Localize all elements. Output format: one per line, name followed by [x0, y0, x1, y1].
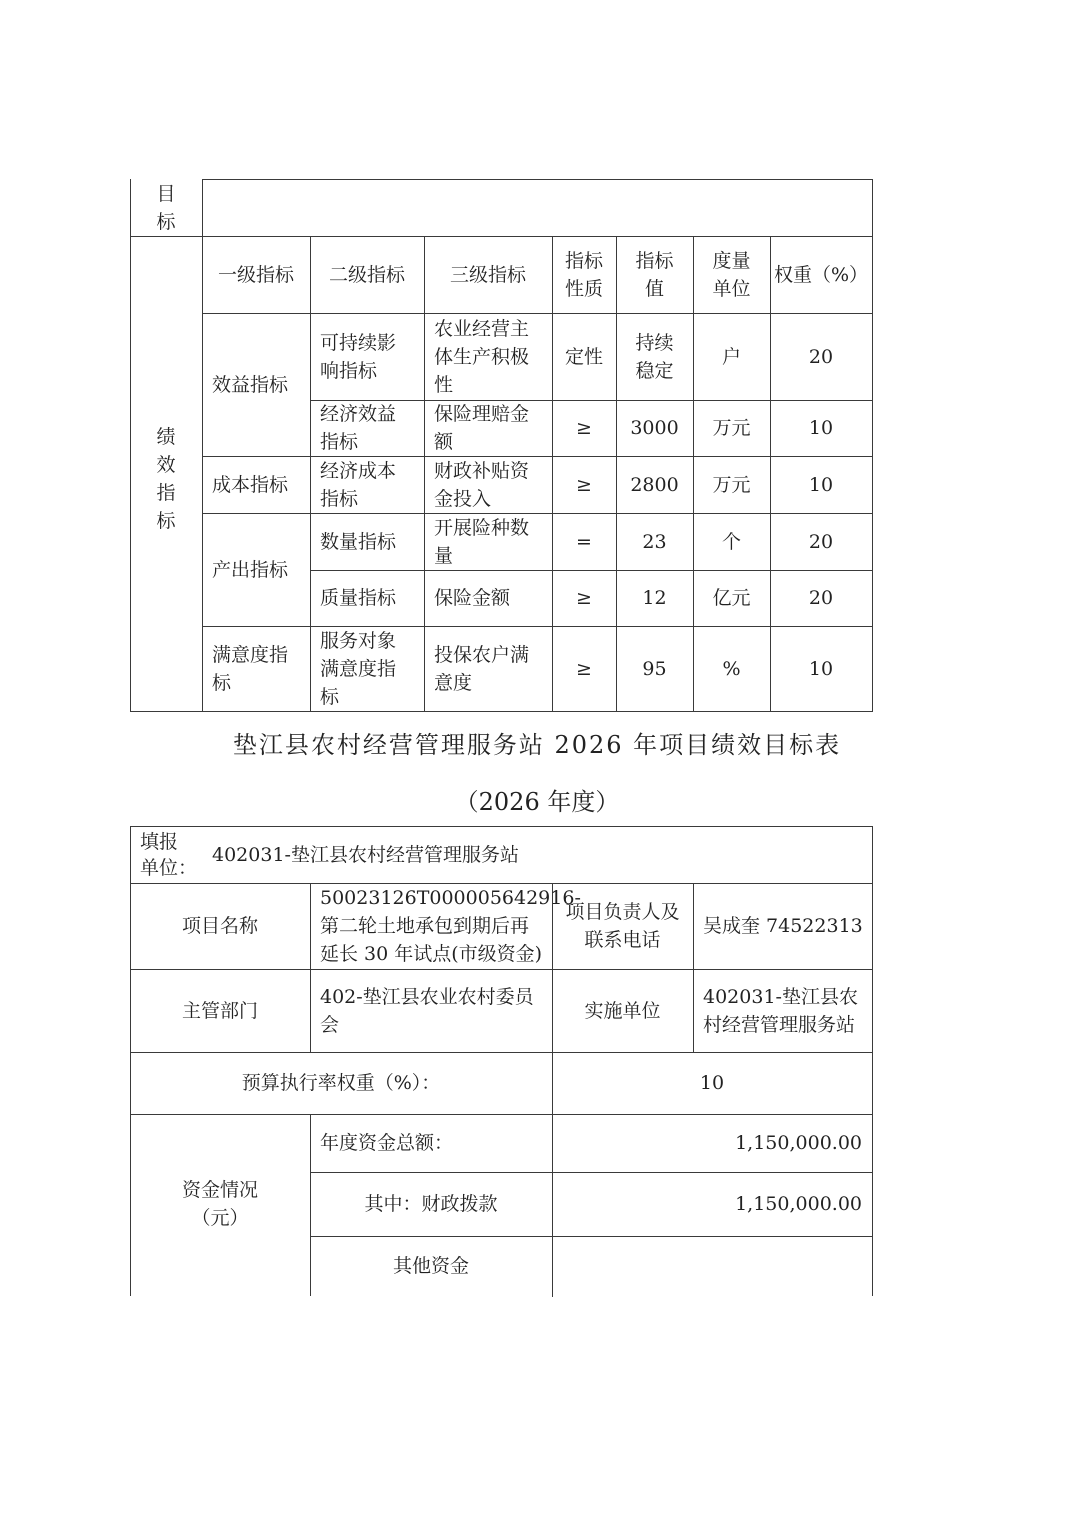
- level1-cell: 成本指标: [212, 473, 289, 496]
- level1-cell: 产出指标: [212, 558, 289, 581]
- dept-label: 主管部门: [181, 999, 258, 1022]
- level3-cell: 保险理赔金 额: [434, 403, 530, 453]
- header-value: 指标 值: [635, 249, 674, 300]
- filing-unit-label: 填报 单位：: [140, 830, 198, 879]
- unit-cell: 个: [721, 530, 741, 553]
- nature-cell: ≥: [576, 657, 592, 680]
- budget-weight-label: 预算执行率权重（%）：: [241, 1072, 441, 1094]
- header-nature: 指标 性质: [564, 249, 603, 300]
- level3-cell: 保险金额: [434, 587, 511, 609]
- fund-other-value: [552, 1236, 872, 1296]
- level2-cell: 服务对象 满意度指 标: [320, 629, 397, 708]
- unit-cell: 万元: [712, 473, 751, 496]
- dept-value: 402-垫江县农业农村委员 会: [320, 985, 534, 1036]
- table-border: [130, 711, 873, 712]
- header-weight: 权重（%）: [773, 263, 869, 286]
- nature-cell: ≥: [576, 473, 592, 496]
- weight-cell: 20: [808, 530, 834, 553]
- funds-label: 资金情况 （元）: [181, 1179, 258, 1229]
- level2-cell: 数量指标: [320, 530, 397, 553]
- nature-cell: 定性: [564, 345, 603, 368]
- level3-cell: 农业经营主 体生产积极 性: [434, 317, 530, 396]
- owner-label: 项目负责人及 联系电话: [565, 901, 680, 951]
- weight-cell: 20: [808, 587, 834, 609]
- header-level1: 一级指标: [217, 263, 294, 286]
- nature-cell: ≥: [576, 417, 592, 439]
- nature-cell: =: [576, 530, 592, 553]
- goal-label: 目 标: [156, 182, 176, 233]
- weight-cell: 10: [808, 657, 834, 680]
- fund-fiscal-label: 其中：财政拨款: [364, 1193, 498, 1215]
- fund-fiscal-value: 1,150,000.00: [735, 1193, 862, 1215]
- document-subtitle: （2026 年度）: [454, 788, 620, 816]
- level2-cell: 质量指标: [320, 587, 397, 609]
- unit-cell: 万元: [712, 417, 751, 439]
- value-cell: 12: [642, 587, 667, 609]
- unit-cell: %: [722, 657, 741, 680]
- project-name-value: 50023126T000005642916- 第二轮土地承包到期后再 延长 30 年试点(市级资金): [320, 887, 581, 965]
- header-level3: 三级指标: [449, 263, 526, 286]
- unit-cell: 户: [721, 345, 741, 368]
- header-unit: 度量 单位: [712, 249, 751, 300]
- owner-value: 吴成奎 74522313: [703, 915, 863, 937]
- value-cell: 23: [642, 530, 667, 553]
- level1-cell: 效益指标: [212, 373, 289, 396]
- level2-cell: 经济成本 指标: [320, 459, 397, 510]
- goal-value: [202, 179, 872, 236]
- section-label: 绩 效 指 标: [156, 425, 176, 532]
- nature-cell: ≥: [576, 587, 592, 609]
- weight-cell: 20: [808, 345, 834, 368]
- fund-total-label: 年度资金总额：: [320, 1132, 454, 1154]
- unit-cell: 亿元: [712, 587, 751, 609]
- table-border: [872, 179, 873, 712]
- impl-value: 402031-垫江县农 村经营管理服务站: [703, 985, 858, 1036]
- weight-cell: 10: [808, 473, 834, 496]
- impl-label: 实施单位: [584, 999, 661, 1022]
- fund-other-label: 其他资金: [392, 1255, 469, 1277]
- fund-total-value: 1,150,000.00: [735, 1132, 862, 1154]
- level3-cell: 投保农户满 意度: [434, 643, 530, 694]
- filing-unit-value: 402031-垫江县农村经营管理服务站: [212, 843, 519, 866]
- level2-cell: 可持续影 响指标: [320, 331, 397, 382]
- value-cell: 持续 稳定: [635, 331, 674, 382]
- level3-cell: 开展险种数 量: [434, 516, 530, 567]
- level1-cell: 满意度指 标: [212, 643, 289, 694]
- level2-cell: 经济效益 指标: [320, 403, 397, 453]
- project-name-label: 项目名称: [181, 915, 258, 937]
- table-border: [872, 826, 873, 1296]
- level3-cell: 财政补贴资 金投入: [434, 459, 530, 510]
- value-cell: 95: [642, 657, 667, 680]
- budget-weight-value: 10: [699, 1072, 725, 1094]
- value-cell: 3000: [630, 417, 679, 439]
- weight-cell: 10: [808, 417, 834, 439]
- header-level2: 二级指标: [328, 263, 405, 286]
- value-cell: 2800: [630, 473, 679, 496]
- document-title: 垫江县农村经营管理服务站 2026 年项目绩效目标表: [232, 731, 842, 759]
